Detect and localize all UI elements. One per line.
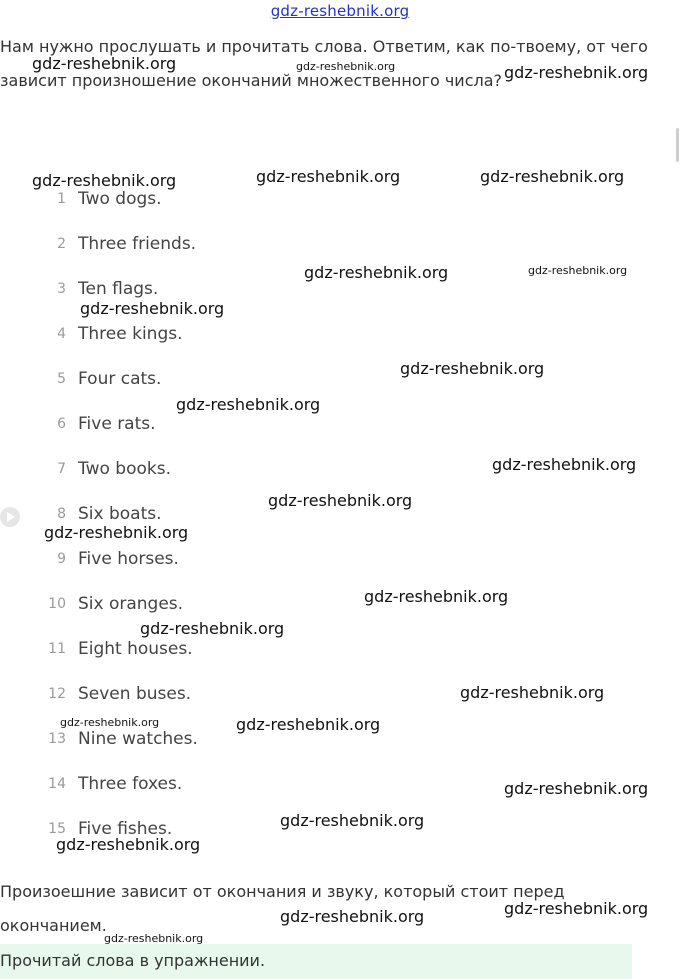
watermark: gdz-reshebnik.org — [296, 60, 396, 73]
watermark: gdz-reshebnik.org — [256, 167, 401, 186]
item-number: 6 — [57, 416, 66, 432]
item-number: 8 — [57, 506, 66, 522]
watermark: gdz-reshebnik.org — [504, 779, 649, 798]
list-item — [0, 545, 300, 573]
watermark: gdz-reshebnik.org — [104, 932, 204, 945]
item-phrase: Eight houses. — [78, 639, 193, 659]
watermark: gdz-reshebnik.org — [480, 167, 625, 186]
watermark: gdz-reshebnik.org — [32, 171, 177, 190]
item-phrase: Three friends. — [78, 234, 197, 254]
item-number: 2 — [57, 236, 66, 252]
item-number: 5 — [57, 371, 66, 387]
item-phrase: Six oranges. — [78, 594, 184, 614]
watermark: gdz-reshebnik.org — [364, 587, 509, 606]
item-phrase: Two dogs. — [78, 189, 162, 209]
play-icon[interactable] — [0, 507, 20, 527]
item-phrase: Seven buses. — [78, 684, 192, 704]
watermark: gdz-reshebnik.org — [268, 491, 413, 510]
list-item — [0, 635, 300, 663]
list-item — [0, 365, 300, 393]
watermark: gdz-reshebnik.org — [528, 264, 628, 277]
item-number: 14 — [48, 776, 66, 792]
watermark: gdz-reshebnik.org — [176, 395, 321, 414]
watermark: gdz-reshebnik.org — [400, 359, 545, 378]
watermark: gdz-reshebnik.org — [280, 811, 425, 830]
list-item — [0, 590, 300, 618]
watermark: gdz-reshebnik.org — [80, 299, 225, 318]
item-number: 1 — [57, 191, 66, 207]
list-item — [0, 680, 300, 708]
item-number: 15 — [48, 821, 66, 837]
watermark: gdz-reshebnik.org — [280, 907, 425, 926]
item-phrase: Nine watches. — [78, 729, 198, 749]
item-phrase: Three kings. — [78, 324, 183, 344]
item-phrase: Four cats. — [78, 369, 162, 389]
list-item — [0, 230, 300, 258]
list-item — [0, 455, 300, 483]
task-text: Прочитай слова в упражнении. — [0, 951, 266, 970]
site-header-link[interactable]: gdz-reshebnik.org — [270, 2, 410, 20]
list-item — [0, 410, 300, 438]
item-number: 9 — [57, 551, 66, 567]
item-number: 10 — [48, 596, 66, 612]
watermark: gdz-reshebnik.org — [492, 455, 637, 474]
item-phrase: Six boats. — [78, 504, 162, 524]
watermark: gdz-reshebnik.org — [60, 716, 160, 729]
list-item — [0, 770, 300, 798]
watermark: gdz-reshebnik.org — [140, 619, 285, 638]
item-number: 13 — [48, 731, 66, 747]
answer-paragraph: Произоешние зависит от окончания и звуку, который стоит перед окончанием. — [0, 882, 565, 935]
watermark: gdz-reshebnik.org — [236, 715, 381, 734]
item-phrase: Five rats. — [78, 414, 156, 434]
list-item — [0, 320, 300, 348]
item-phrase: Two books. — [78, 459, 171, 479]
watermark: gdz-reshebnik.org — [32, 54, 177, 73]
item-number: 7 — [57, 461, 66, 477]
item-phrase: Five fishes. — [78, 819, 173, 839]
item-number: 3 — [57, 281, 66, 297]
item-number: 12 — [48, 686, 66, 702]
watermark: gdz-reshebnik.org — [504, 899, 649, 918]
watermark: gdz-reshebnik.org — [56, 835, 201, 854]
item-number: 4 — [57, 326, 66, 342]
item-phrase: Three foxes. — [78, 774, 183, 794]
watermark: gdz-reshebnik.org — [460, 683, 605, 702]
watermark: gdz-reshebnik.org — [504, 63, 649, 82]
item-number: 11 — [48, 641, 66, 657]
watermark: gdz-reshebnik.org — [304, 263, 449, 282]
item-phrase: Five horses. — [78, 549, 179, 569]
item-phrase: Ten flags. — [78, 279, 159, 299]
intro-paragraph: Нам нужно прослушать и прочитать слова. Ответим, как по-твоему, от чего зависит произношение окончаний множественного числа? — [0, 37, 648, 90]
task-banner — [0, 944, 632, 979]
watermark: gdz-reshebnik.org — [44, 523, 189, 542]
